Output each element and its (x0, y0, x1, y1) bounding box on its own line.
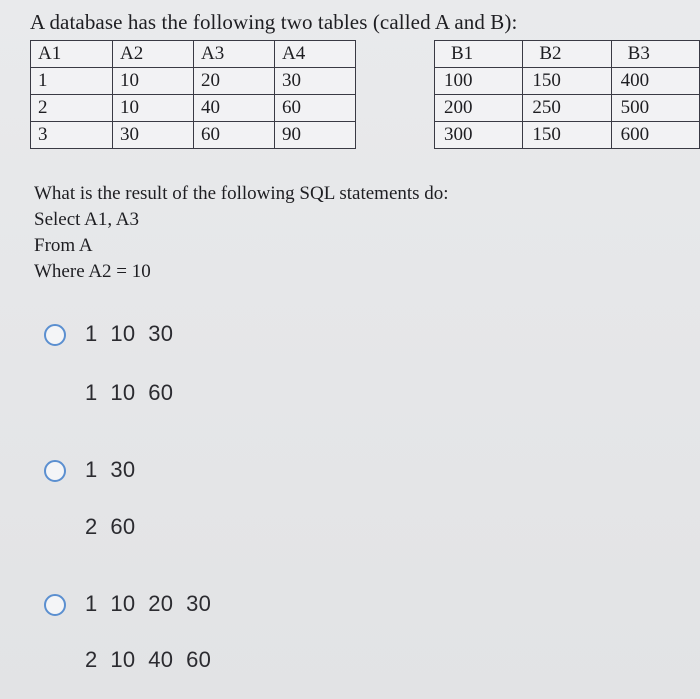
sql-question (34, 181, 449, 285)
table-a-row (31, 68, 356, 95)
table-b-cell: 100 (435, 68, 523, 95)
option-1-line-1: 1 10 30 (85, 321, 174, 346)
table-a-header-cell: A4 (275, 41, 356, 68)
table-b-row (435, 95, 700, 122)
table-b-cell: 250 (523, 95, 611, 122)
table-a-cell: 1 (31, 68, 113, 95)
table-a-header-cell: A3 (194, 41, 275, 68)
question-prompt: What is the result of the following SQL statements do: (34, 183, 449, 204)
table-a-cell: 2 (31, 95, 113, 122)
table-a-cell: 3 (31, 122, 113, 149)
table-a-row (31, 122, 356, 149)
table-b-header-cell: B3 (611, 41, 699, 68)
table-b-row (435, 122, 700, 149)
sql-select-line: Select A1, A3 (34, 209, 140, 230)
table-b-cell: 600 (611, 122, 699, 149)
table-a-cell: 90 (275, 122, 356, 149)
table-b-row (435, 68, 700, 95)
table-b-cell: 400 (611, 68, 699, 95)
table-b (434, 40, 700, 149)
table-a-row (31, 95, 356, 122)
table-b-header-cell: B1 (435, 41, 523, 68)
table-a-cell: 10 (113, 95, 194, 122)
table-a-header-row (31, 41, 356, 68)
table-a-cell: 10 (113, 68, 194, 95)
table-b-header-cell: B2 (523, 41, 611, 68)
table-a-cell: 40 (194, 95, 275, 122)
table-b-header-row (435, 41, 700, 68)
table-b-cell: 200 (435, 95, 523, 122)
table-a-header-cell: A2 (113, 41, 194, 68)
table-a-cell: 60 (275, 95, 356, 122)
option-2-line-2: 2 60 (85, 514, 136, 539)
option-1-line-2: 1 10 60 (85, 380, 174, 405)
sql-where-line: Where A2 = 10 (34, 261, 151, 282)
table-b-cell: 150 (523, 122, 611, 149)
table-b-cell: 150 (523, 68, 611, 95)
question-heading: A database has the following two tables (called A and B): (30, 10, 518, 34)
sql-from-line: From A (34, 235, 93, 256)
radio-button-icon[interactable] (44, 460, 66, 482)
table-a-cell: 60 (194, 122, 275, 149)
table-a-cell: 30 (275, 68, 356, 95)
option-3-line-2: 2 10 40 60 (85, 647, 212, 672)
table-a-cell: 30 (113, 122, 194, 149)
radio-button-icon[interactable] (44, 594, 66, 616)
radio-button-icon[interactable] (44, 324, 66, 346)
option-3-line-1: 1 10 20 30 (85, 591, 212, 616)
table-a-cell: 20 (194, 68, 275, 95)
table-b-cell: 300 (435, 122, 523, 149)
table-b-cell: 500 (611, 95, 699, 122)
option-2-line-1: 1 30 (85, 457, 136, 482)
table-a (30, 40, 356, 149)
table-a-header-cell: A1 (31, 41, 113, 68)
